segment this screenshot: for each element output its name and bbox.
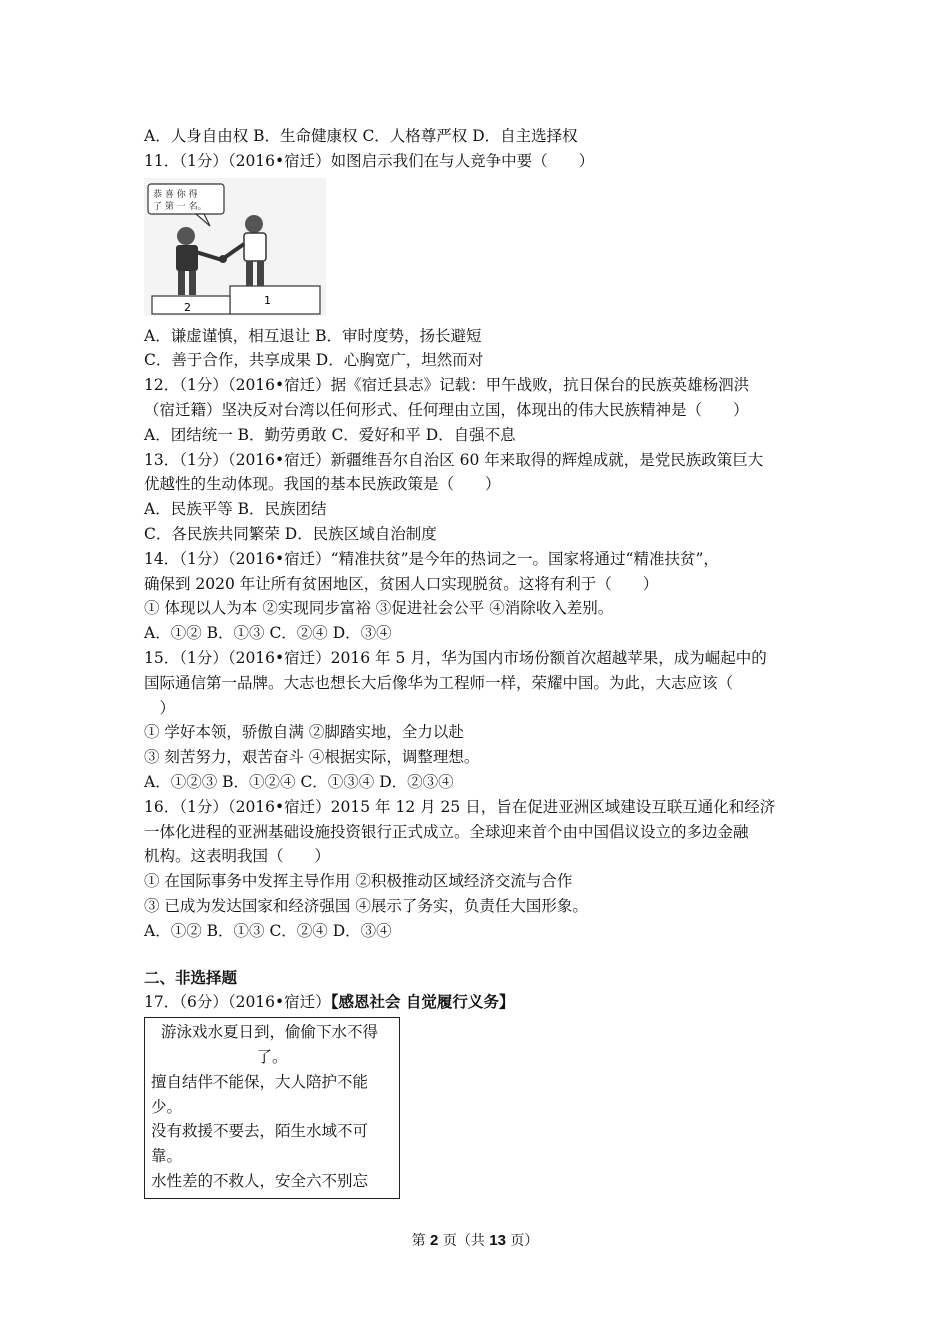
q15-options: A．①②③ B．①②④ C．①③④ D．②③④ [144, 772, 454, 791]
q16-stem-1: 16．（1分）（2016•宿迁）2015 年 12 月 25 日，旨在促进亚洲区域建设互联互通化和经济 [144, 797, 776, 816]
q15-stem-1: 15．（1分）（2016•宿迁）2016 年 5 月，华为国内市场份额首次超越苹果，成为崛起中的 [144, 648, 767, 667]
footer-total-pages: 13 [489, 1232, 506, 1249]
footer-suffix: 页） [505, 1233, 539, 1249]
page-content [144, 124, 814, 1199]
q15-stem-3: ） [144, 698, 176, 717]
speech-bubble-text-2: 了 第 一 名。 [153, 201, 207, 212]
q17-stem-prefix: 17．（6分）（2016•宿迁） [144, 993, 331, 1012]
poem-line-1: 游泳戏水夏日到，偷偷下水不得 [161, 1023, 379, 1042]
q15-stem-2: 国际通信第一品牌。大志也想长大后像华为工程师一样，荣耀中国。为此，大志应该（ [144, 673, 734, 692]
q14-items: ① 体现以人为本 ②实现同步富裕 ③促进社会公平 ④消除收入差别。 [144, 599, 614, 618]
podium-second-label: 2 [184, 300, 191, 314]
footer-prefix: 第 [411, 1233, 431, 1249]
q11-options-cd: C．善于合作，共享成果 D．心胸宽广，坦然而对 [144, 351, 484, 370]
footer-middle: 页（共 [438, 1233, 490, 1249]
poem-line-3: 擅自结伴不能保，大人陪护不能 [151, 1072, 369, 1091]
q11-cartoon-image [144, 178, 326, 316]
footer-page-number: 2 [430, 1232, 439, 1249]
q17-stem [144, 990, 814, 1015]
speech-bubble-text-1: 恭 喜 你 得 [153, 189, 198, 200]
poem-line-6: 靠。 [151, 1147, 183, 1166]
q13-stem-2: 优越性的生动体现。我国的基本民族政策是（ ） [144, 475, 501, 494]
podium-first-label: 1 [264, 293, 271, 307]
poem-line-4: 少。 [151, 1097, 183, 1116]
q16-items-1: ① 在国际事务中发挥主导作用 ②积极推动区域经济交流与合作 [144, 872, 573, 891]
section-heading-non-choice: 二、非选择题 [144, 967, 238, 987]
q13-options-cd: C．各民族共同繁荣 D．民族区域自治制度 [144, 524, 437, 543]
q13-options-ab: A．民族平等 B．民族团结 [144, 500, 327, 519]
q17-stem-topic: 【感恩社会 自觉履行义务】 [330, 992, 515, 1012]
poem-line-5: 没有救援不要去，陌生水域不可 [151, 1122, 369, 1141]
poem-line-7: 水性差的不救人，安全六不别忘 [151, 1171, 369, 1190]
q15-items-1: ① 学好本领，骄傲自满 ②脚踏实地，全力以赴 [144, 723, 464, 742]
q16-options: A．①② B．①③ C．②④ D．③④ [144, 921, 392, 940]
q12-stem-1: 12．（1分）（2016•宿迁）据《宿迁县志》记载：甲午战败，抗日保台的民族英雄杨泗洪 [144, 376, 750, 395]
q17-poem-box [144, 1017, 400, 1199]
q16-stem-3: 机构。这表明我国（ ） [144, 847, 331, 866]
q13-stem-1: 13．（1分）（2016•宿迁）新疆维吾尔自治区 60 年来取得的辉煌成就，是党民族政策巨大 [144, 450, 764, 469]
q14-stem-1: 14．（1分）（2016•宿迁）“精准扶贫”是今年的热词之一。国家将通过“精准扶贫”， [144, 549, 719, 568]
q16-stem-2: 一体化进程的亚洲基础设施投资银行正式成立。全球迎来首个由中国倡议设立的多边金融 [144, 822, 749, 841]
poem-line-2: 了。 [256, 1047, 288, 1066]
q12-options: A．团结统一 B．勤劳勇敢 C．爱好和平 D．自强不息 [144, 425, 516, 444]
q15-items-2: ③ 刻苦努力，艰苦奋斗 ④根据实际，调整理想。 [144, 748, 480, 767]
page-footer [0, 1230, 950, 1250]
q14-stem-2: 确保到 2020 年让所有贫困地区，贫困人口实现脱贫。这将有利于（ ） [144, 574, 659, 593]
q16-items-2: ③ 已成为发达国家和经济强国 ④展示了务实，负责任大国形象。 [144, 896, 588, 915]
q11-options-ab: A．谦虚谨慎，相互退让 B．审时度势，扬长避短 [144, 326, 482, 345]
cartoon-handshake-illustration [144, 178, 326, 316]
q14-options: A．①② B．①③ C．②④ D．③④ [144, 624, 392, 643]
q12-stem-2: （宿迁籍）坚决反对台湾以任何形式、任何理由立国，体现出的伟大民族精神是（ ） [144, 400, 749, 419]
q10-options: A．人身自由权 B．生命健康权 C．人格尊严权 D．自主选择权 [144, 127, 578, 145]
q11-stem: 11．（1分）（2016•宿迁）如图启示我们在与人竞争中要（ ） [144, 151, 595, 170]
